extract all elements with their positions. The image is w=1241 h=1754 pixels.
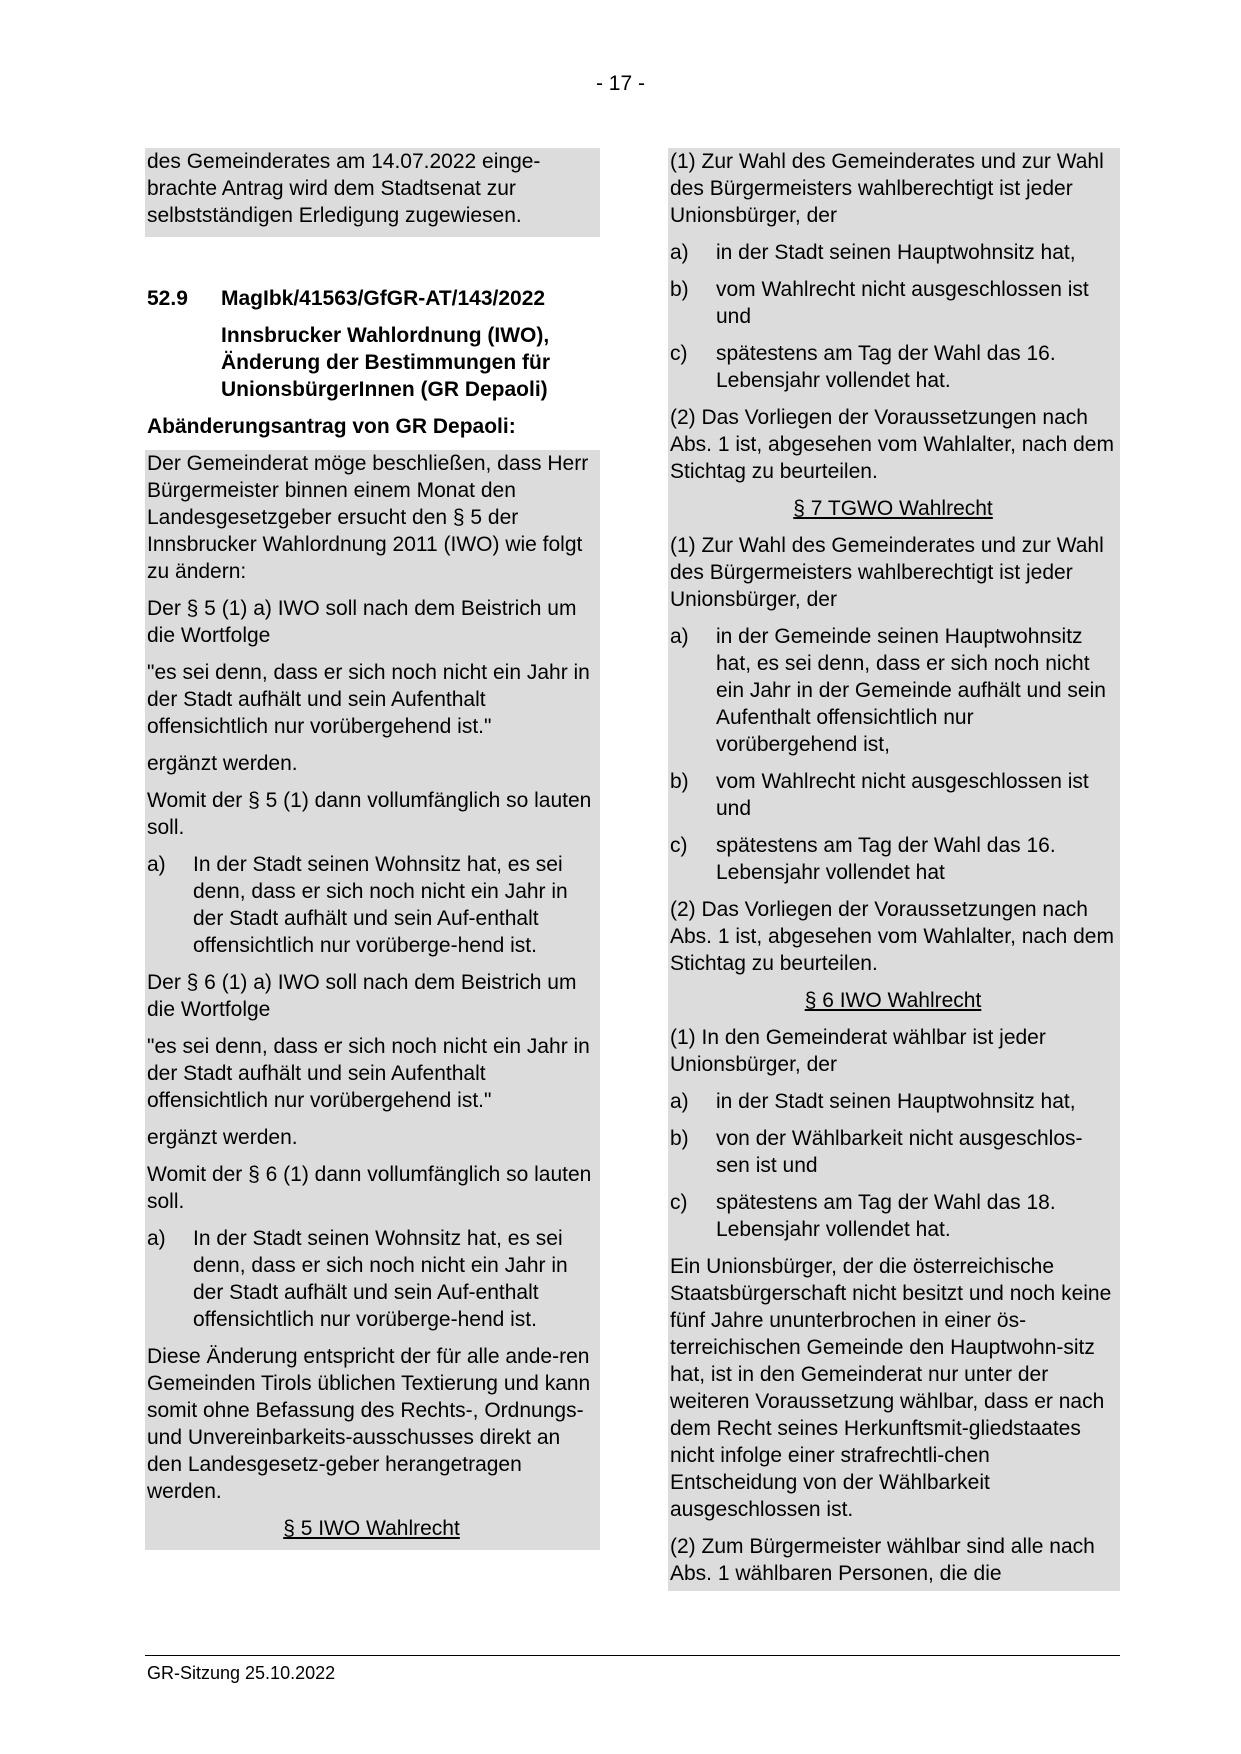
amendment-block: [145, 450, 600, 1550]
agenda-item-number: 52.9: [147, 287, 188, 310]
amendment-paragraph: ergänzt werden.: [147, 752, 298, 775]
law-paragraph: (2) Das Vorliegen der Voraussetzungen nach Abs. 1 ist, abgesehen vom Wahlalter, nach dem Stichtag zu beurteilen.: [670, 898, 1114, 975]
law-list-item: [668, 239, 1120, 276]
list-item-label: c): [670, 1191, 688, 1214]
list-item-label: a): [670, 241, 689, 264]
amendment-quote: "es sei denn, dass er sich noch nicht ein Jahr in der Stadt aufhält und sein Aufenthalt offensichtlich nur vorübergehend ist.": [147, 661, 590, 738]
law-list-item: [668, 1088, 1120, 1125]
amendment-paragraph: ergänzt werden.: [147, 1126, 298, 1149]
list-item-label: c): [670, 342, 688, 365]
list-item-text: in der Stadt seinen Hauptwohnsitz hat,: [716, 1090, 1076, 1113]
list-item-text: spätestens am Tag der Wahl das 16. Lebensjahr vollendet hat.: [716, 342, 1056, 392]
law-paragraph: (1) Zur Wahl des Gemeinderates und zur Wahl des Bürgermeisters wahlberechtigt ist jeder Unionsbürger, der: [670, 150, 1104, 227]
amendment-paragraph: Womit der § 5 (1) dann vollumfänglich so lauten soll.: [147, 789, 592, 839]
law-paragraph: (1) Zur Wahl des Gemeinderates und zur Wahl des Bürgermeisters wahlberechtigt ist jeder Unionsbürger, der: [670, 534, 1104, 611]
list-item-label: b): [670, 770, 689, 793]
list-item-text: in der Gemeinde seinen Hauptwohnsitz hat, es sei denn, dass er sich noch nicht ein Jahr in der Gemeinde aufhält und sein Aufenthalt offensichtlich nur vorübergehend ist,: [716, 625, 1106, 756]
agenda-item-title-line-1: Innsbrucker Wahlordnung (IWO),: [221, 324, 550, 347]
law-text-block: [668, 148, 1120, 1591]
section-heading: § 7 TGWO Wahlrecht: [793, 497, 993, 520]
amendment-list-item: [145, 1225, 600, 1343]
amendment-quote: "es sei denn, dass er sich noch nicht ein Jahr in der Stadt aufhält und sein Aufenthalt offensichtlich nur vorübergehend ist.": [147, 1035, 590, 1112]
amendment-paragraph: Womit der § 6 (1) dann vollumfänglich so lauten soll.: [147, 1163, 592, 1213]
law-list-item: [668, 1189, 1120, 1253]
list-item-label: a): [670, 625, 689, 648]
law-list-item: [668, 340, 1120, 404]
agenda-item-title-line-3: UnionsbürgerInnen (GR Depaoli): [221, 378, 548, 401]
intro-paragraph: des Gemeinderates am 14.07.2022 einge-brachte Antrag wird dem Stadtsenat zur selbstständigen Erledigung zugewiesen.: [145, 148, 600, 237]
agenda-item-title-line-2: Änderung der Bestimmungen für: [221, 351, 551, 374]
agenda-item-heading: [145, 285, 600, 312]
law-paragraph: (2) Zum Bürgermeister wählbar sind alle nach Abs. 1 wählbaren Personen, die die: [670, 1535, 1095, 1585]
law-list-item: [668, 768, 1120, 832]
law-paragraph: Ein Unionsbürger, der die österreichische Staatsbürgerschaft nicht besitzt und noch keine fünf Jahre ununterbrochen in einer ös-terreichischen Gemeinde den Hauptwohn-sitz hat, ist in den Gemeinderat nur unter der weiteren Voraussetzung wählbar, dass er nach dem Recht seines Herkunftsmit-gliedstaates nicht infolge einer strafrechtli-chen Entscheidung von der Wählbarkeit ausgeschlossen ist.: [670, 1255, 1112, 1521]
law-paragraph: (1) In den Gemeinderat wählbar ist jeder Unionsbürger, der: [670, 1026, 1046, 1076]
footer-text: GR-Sitzung 25.10.2022: [147, 1663, 336, 1683]
amendment-paragraph: Der § 5 (1) a) IWO soll nach dem Beistrich um die Wortfolge: [147, 597, 577, 647]
agenda-item-title: [145, 322, 600, 403]
law-list-item: [668, 1125, 1120, 1189]
list-item-label: b): [670, 1127, 689, 1150]
list-item-label: a): [147, 1227, 166, 1250]
amendment-list-item: [145, 851, 600, 969]
list-item-text: vom Wahlrecht nicht ausgeschlossen ist und: [716, 770, 1089, 820]
footer-divider: [145, 1655, 1120, 1656]
section-heading: § 6 IWO Wahlrecht: [804, 989, 982, 1012]
section-heading: § 5 IWO Wahlrecht: [283, 1517, 460, 1540]
amendment-heading: Abänderungsantrag von GR Depaoli:: [147, 415, 516, 438]
list-item-text: vom Wahlrecht nicht ausgeschlossen ist und: [716, 278, 1089, 328]
left-column: [145, 148, 600, 1550]
list-item-label: a): [147, 853, 166, 876]
right-column: [668, 148, 1120, 1591]
agenda-item-reference: MagIbk/41563/GfGR-AT/143/2022: [221, 287, 546, 310]
list-item-label: b): [670, 278, 689, 301]
list-item-text: In der Stadt seinen Wohnsitz hat, es sei denn, dass er sich noch nicht ein Jahr in der Stadt aufhält und sein Auf-enthalt offensichtlich nur vorüberge-hend ist.: [193, 1227, 568, 1331]
law-paragraph: (2) Das Vorliegen der Voraussetzungen nach Abs. 1 ist, abgesehen vom Wahlalter, nach dem Stichtag zu beurteilen.: [670, 406, 1114, 483]
law-list-item: [668, 276, 1120, 340]
law-list-item: [668, 832, 1120, 896]
law-list-item: [668, 623, 1120, 768]
list-item-label: c): [670, 834, 688, 857]
amendment-paragraph: Der Gemeinderat möge beschließen, dass Herr Bürgermeister binnen einem Monat den Landesgesetzgeber ersucht den § 5 der Innsbrucker Wahlordnung 2011 (IWO) wie folgt zu ändern:: [147, 452, 589, 583]
page-number: - 17 -: [595, 72, 645, 95]
list-item-text: in der Stadt seinen Hauptwohnsitz hat,: [716, 241, 1076, 264]
amendment-paragraph: Diese Änderung entspricht der für alle ande-ren Gemeinden Tirols üblichen Textierung und kann somit ohne Befassung des Rechts-, Ordnungs- und Unvereinbarkeits-ausschusses direkt an den Landesgesetz-geber herangetragen werden.: [147, 1345, 591, 1503]
list-item-text: spätestens am Tag der Wahl das 18. Lebensjahr vollendet hat.: [716, 1191, 1056, 1241]
list-item-text: In der Stadt seinen Wohnsitz hat, es sei denn, dass er sich noch nicht ein Jahr in der Stadt aufhält und sein Auf-enthalt offensichtlich nur vorüberge-hend ist.: [193, 853, 568, 957]
list-item-text: von der Wählbarkeit nicht ausgeschlos-sen ist und: [716, 1127, 1083, 1177]
list-item-label: a): [670, 1090, 689, 1113]
amendment-paragraph: Der § 6 (1) a) IWO soll nach dem Beistrich um die Wortfolge: [147, 971, 577, 1021]
list-item-text: spätestens am Tag der Wahl das 16. Lebensjahr vollendet hat: [716, 834, 1056, 884]
